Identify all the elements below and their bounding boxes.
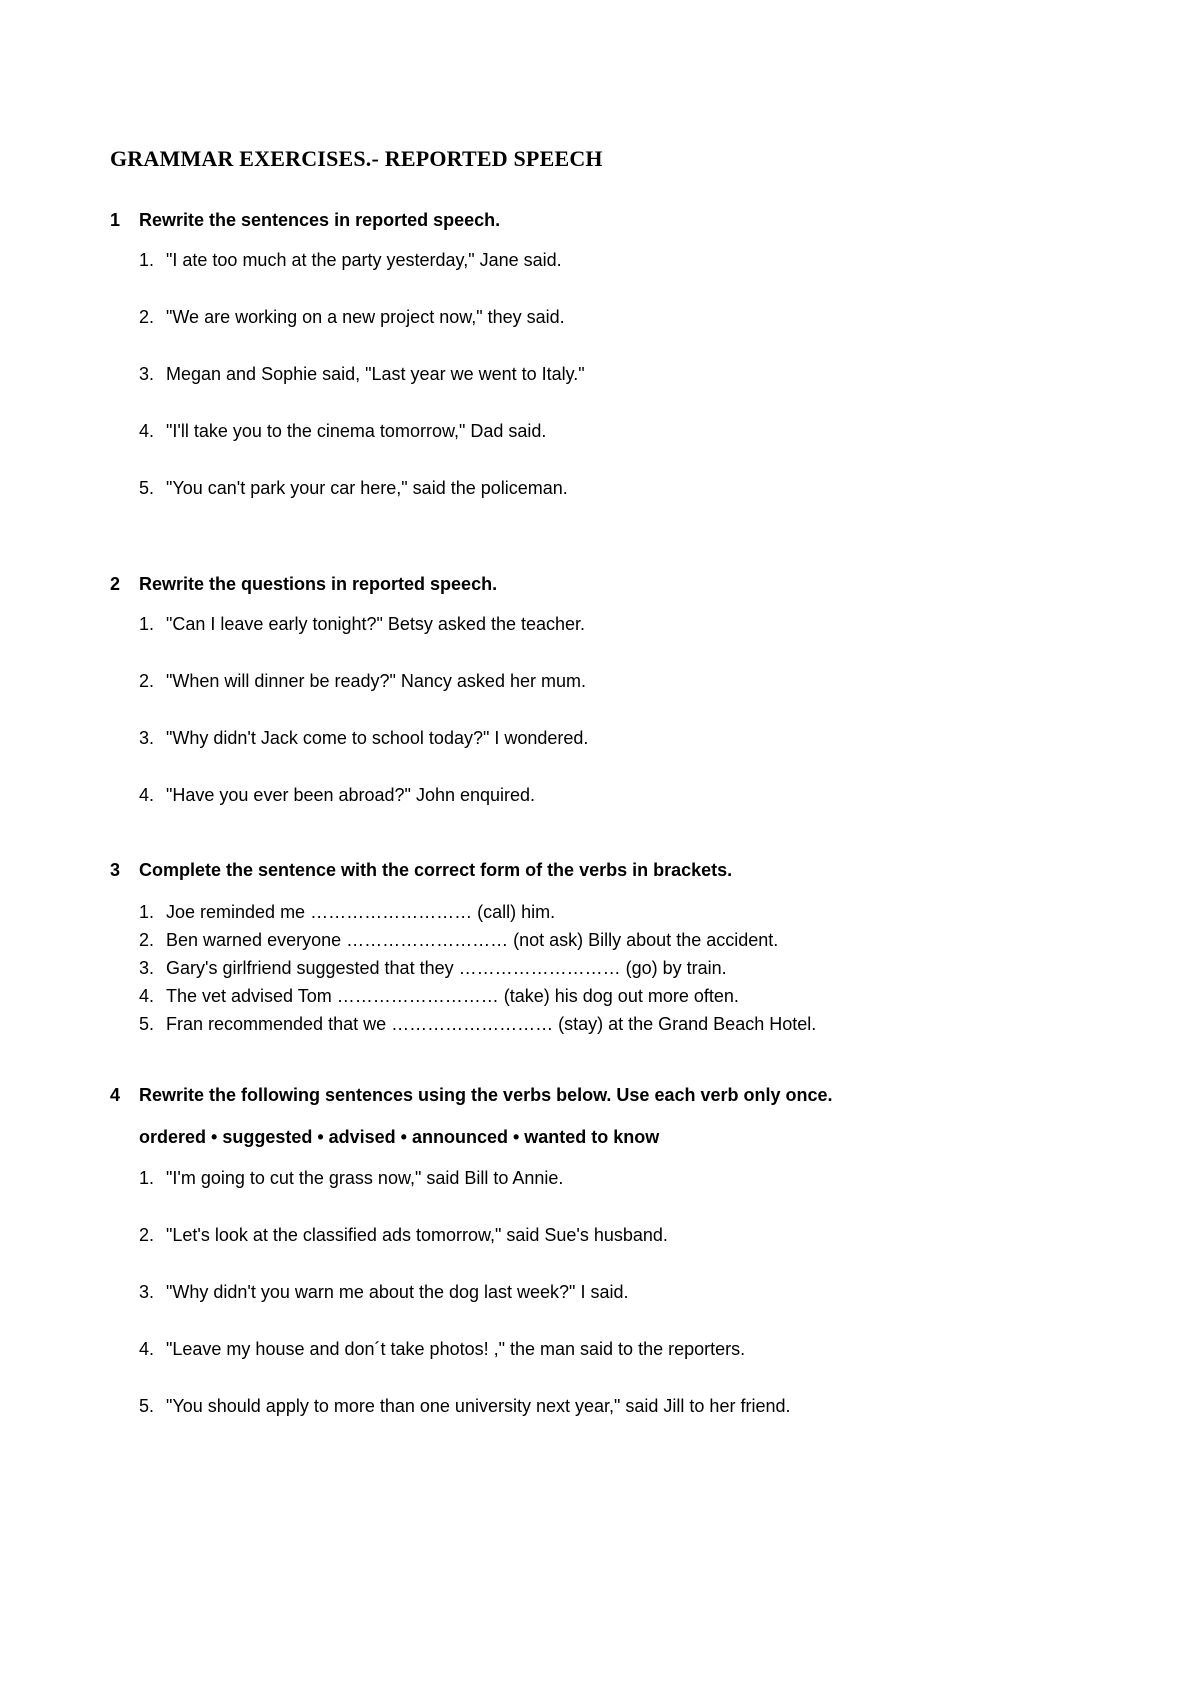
- item-text: "I'm going to cut the grass now," said Bill to Annie.: [166, 1168, 564, 1188]
- list-item: [139, 1168, 563, 1189]
- item-number: 1.: [139, 614, 155, 634]
- list-item: [139, 902, 555, 923]
- section-number: 3: [110, 860, 121, 880]
- list-item: [139, 250, 562, 271]
- item-number: 4.: [139, 1339, 155, 1359]
- item-text: Joe reminded me ……………………… (call) him.: [166, 902, 556, 922]
- item-number: 2.: [139, 1225, 155, 1245]
- list-item: [139, 307, 565, 328]
- item-number: 4.: [139, 421, 155, 441]
- item-number: 2.: [139, 930, 155, 950]
- section-instruction: Rewrite the sentences in reported speech.: [139, 210, 501, 230]
- list-item: [139, 421, 546, 442]
- list-item: [139, 958, 727, 979]
- section-4-heading: [110, 1085, 833, 1106]
- item-text: "Can I leave early tonight?" Betsy asked the teacher.: [166, 614, 586, 634]
- section-1-heading: [110, 210, 500, 231]
- item-text: "Why didn't Jack come to school today?" I wondered.: [166, 728, 589, 748]
- list-item: [139, 986, 739, 1007]
- item-text: "We are working on a new project now," they said.: [166, 307, 565, 327]
- item-text: "I'll take you to the cinema tomorrow," Dad said.: [166, 421, 547, 441]
- item-number: 5.: [139, 1396, 155, 1416]
- item-number: 1.: [139, 902, 155, 922]
- list-item: [139, 728, 588, 749]
- item-number: 5.: [139, 1014, 155, 1034]
- item-number: 3.: [139, 958, 155, 978]
- section-2-heading: [110, 574, 497, 595]
- section-instruction: Complete the sentence with the correct form of the verbs in brackets.: [139, 860, 733, 880]
- list-item: [139, 930, 778, 951]
- item-text: Ben warned everyone ……………………… (not ask) Billy about the accident.: [166, 930, 779, 950]
- page-title: GRAMMAR EXERCISES.- REPORTED SPEECH: [110, 146, 603, 171]
- item-text: "I ate too much at the party yesterday," Jane said.: [166, 250, 562, 270]
- item-text: "Have you ever been abroad?" John enquired.: [166, 785, 536, 805]
- section-3-heading: [110, 860, 732, 881]
- list-item: [139, 364, 585, 385]
- list-item: [139, 1396, 790, 1417]
- item-text: Gary's girlfriend suggested that they ……………………… (go) by train.: [166, 958, 727, 978]
- item-text: Megan and Sophie said, "Last year we went to Italy.": [166, 364, 585, 384]
- word-bank: ordered • suggested • advised • announced • wanted to know: [139, 1127, 660, 1147]
- item-text: Fran recommended that we ……………………… (stay) at the Grand Beach Hotel.: [166, 1014, 817, 1034]
- item-number: 2.: [139, 307, 155, 327]
- section-number: 1: [110, 210, 121, 230]
- item-number: 3.: [139, 728, 155, 748]
- list-item: [139, 1014, 816, 1035]
- section-instruction: Rewrite the questions in reported speech.: [139, 574, 498, 594]
- list-item: [139, 1282, 628, 1303]
- item-number: 3.: [139, 1282, 155, 1302]
- section-number: 2: [110, 574, 121, 594]
- list-item: [139, 1225, 668, 1246]
- list-item: [139, 478, 568, 499]
- list-item: [139, 785, 535, 806]
- section-instruction: Rewrite the following sentences using the verbs below. Use each verb only once.: [139, 1085, 833, 1105]
- item-number: 4.: [139, 785, 155, 805]
- item-number: 1.: [139, 250, 155, 270]
- list-item: [139, 1339, 745, 1360]
- item-text: "Let's look at the classified ads tomorrow," said Sue's husband.: [166, 1225, 668, 1245]
- item-number: 2.: [139, 671, 155, 691]
- item-number: 3.: [139, 364, 155, 384]
- item-text: "You should apply to more than one university next year," said Jill to her friend.: [166, 1396, 791, 1416]
- item-text: "You can't park your car here," said the policeman.: [166, 478, 568, 498]
- item-text: The vet advised Tom ……………………… (take) his dog out more often.: [166, 986, 739, 1006]
- item-text: "Leave my house and don´t take photos! ," the man said to the reporters.: [166, 1339, 746, 1359]
- item-number: 5.: [139, 478, 155, 498]
- item-number: 4.: [139, 986, 155, 1006]
- item-text: "Why didn't you warn me about the dog last week?" I said.: [166, 1282, 629, 1302]
- list-item: [139, 614, 585, 635]
- section-number: 4: [110, 1085, 121, 1105]
- item-number: 1.: [139, 1168, 155, 1188]
- item-text: "When will dinner be ready?" Nancy asked her mum.: [166, 671, 586, 691]
- list-item: [139, 671, 586, 692]
